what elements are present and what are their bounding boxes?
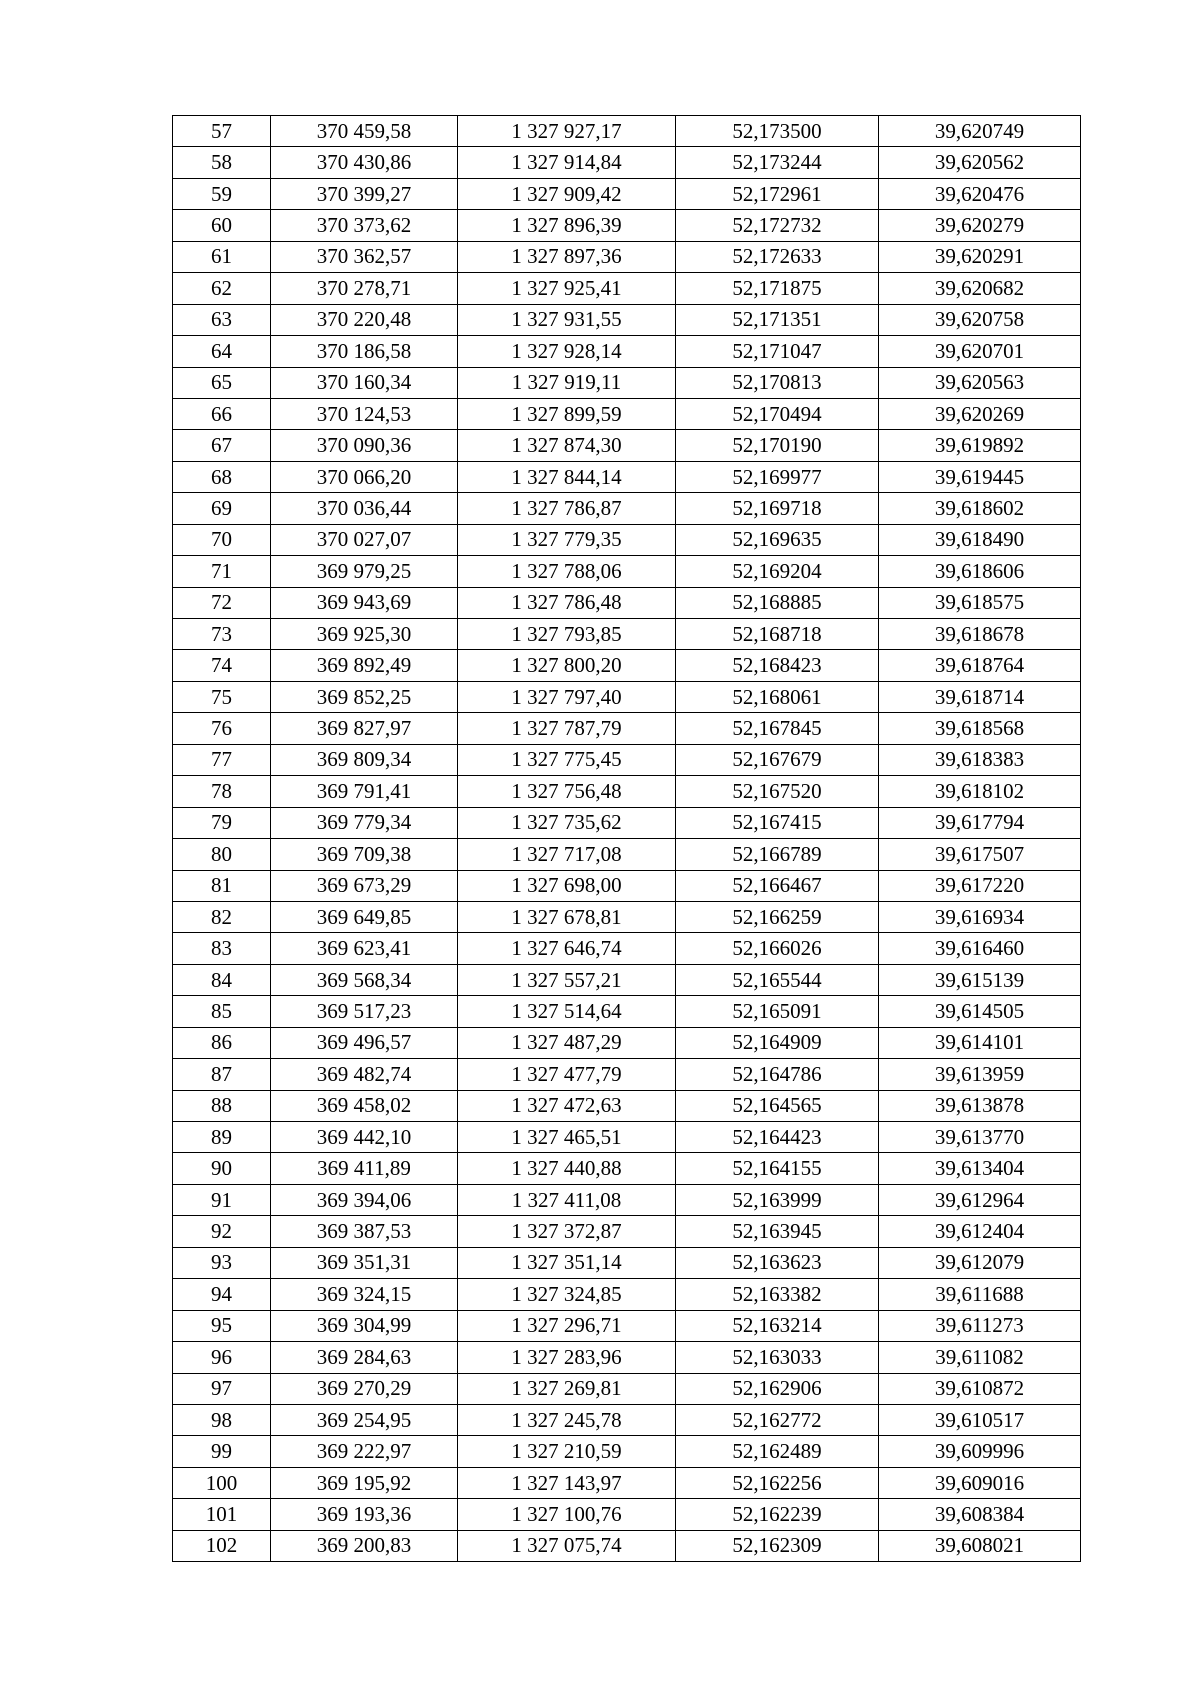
longitude-cell: 39,618575 [879, 587, 1081, 618]
x-coordinate-cell: 369 925,30 [271, 619, 458, 650]
y-coordinate-cell: 1 327 296,71 [458, 1310, 676, 1341]
y-coordinate-cell: 1 327 245,78 [458, 1404, 676, 1435]
point-number-cell: 62 [173, 273, 271, 304]
y-coordinate-cell: 1 327 928,14 [458, 336, 676, 367]
latitude-cell: 52,167845 [676, 713, 879, 744]
y-coordinate-cell: 1 327 698,00 [458, 870, 676, 901]
x-coordinate-cell: 369 779,34 [271, 807, 458, 838]
latitude-cell: 52,162489 [676, 1436, 879, 1467]
longitude-cell: 39,616460 [879, 933, 1081, 964]
y-coordinate-cell: 1 327 787,79 [458, 713, 676, 744]
latitude-cell: 52,163214 [676, 1310, 879, 1341]
latitude-cell: 52,167415 [676, 807, 879, 838]
table-row [173, 304, 1081, 335]
longitude-cell: 39,609016 [879, 1467, 1081, 1498]
x-coordinate-cell: 369 496,57 [271, 1027, 458, 1058]
point-number-cell: 68 [173, 461, 271, 492]
latitude-cell: 52,168718 [676, 619, 879, 650]
y-coordinate-cell: 1 327 909,42 [458, 178, 676, 209]
point-number-cell: 89 [173, 1122, 271, 1153]
longitude-cell: 39,611082 [879, 1342, 1081, 1373]
point-number-cell: 102 [173, 1530, 271, 1561]
longitude-cell: 39,620701 [879, 336, 1081, 367]
table-row [173, 619, 1081, 650]
point-number-cell: 60 [173, 210, 271, 241]
y-coordinate-cell: 1 327 797,40 [458, 681, 676, 712]
longitude-cell: 39,620269 [879, 398, 1081, 429]
y-coordinate-cell: 1 327 897,36 [458, 241, 676, 272]
longitude-cell: 39,620563 [879, 367, 1081, 398]
y-coordinate-cell: 1 327 465,51 [458, 1122, 676, 1153]
latitude-cell: 52,162256 [676, 1467, 879, 1498]
longitude-cell: 39,613959 [879, 1059, 1081, 1090]
point-number-cell: 100 [173, 1467, 271, 1498]
point-number-cell: 86 [173, 1027, 271, 1058]
coordinates-table [172, 115, 1081, 1562]
table-row [173, 870, 1081, 901]
longitude-cell: 39,617220 [879, 870, 1081, 901]
longitude-cell: 39,610872 [879, 1373, 1081, 1404]
latitude-cell: 52,166789 [676, 839, 879, 870]
longitude-cell: 39,616934 [879, 901, 1081, 932]
longitude-cell: 39,620291 [879, 241, 1081, 272]
latitude-cell: 52,170494 [676, 398, 879, 429]
y-coordinate-cell: 1 327 283,96 [458, 1342, 676, 1373]
point-number-cell: 66 [173, 398, 271, 429]
longitude-cell: 39,618602 [879, 493, 1081, 524]
longitude-cell: 39,615139 [879, 964, 1081, 995]
x-coordinate-cell: 369 195,92 [271, 1467, 458, 1498]
longitude-cell: 39,619445 [879, 461, 1081, 492]
y-coordinate-cell: 1 327 874,30 [458, 430, 676, 461]
y-coordinate-cell: 1 327 786,87 [458, 493, 676, 524]
longitude-cell: 39,620562 [879, 147, 1081, 178]
x-coordinate-cell: 370 066,20 [271, 461, 458, 492]
latitude-cell: 52,163623 [676, 1247, 879, 1278]
point-number-cell: 99 [173, 1436, 271, 1467]
longitude-cell: 39,618102 [879, 776, 1081, 807]
x-coordinate-cell: 369 442,10 [271, 1122, 458, 1153]
x-coordinate-cell: 369 200,83 [271, 1530, 458, 1561]
latitude-cell: 52,166259 [676, 901, 879, 932]
point-number-cell: 98 [173, 1404, 271, 1435]
latitude-cell: 52,167679 [676, 744, 879, 775]
x-coordinate-cell: 370 373,62 [271, 210, 458, 241]
latitude-cell: 52,164565 [676, 1090, 879, 1121]
y-coordinate-cell: 1 327 896,39 [458, 210, 676, 241]
table-row [173, 1342, 1081, 1373]
latitude-cell: 52,173244 [676, 147, 879, 178]
y-coordinate-cell: 1 327 324,85 [458, 1279, 676, 1310]
latitude-cell: 52,173500 [676, 116, 879, 147]
longitude-cell: 39,611688 [879, 1279, 1081, 1310]
point-number-cell: 84 [173, 964, 271, 995]
y-coordinate-cell: 1 327 914,84 [458, 147, 676, 178]
y-coordinate-cell: 1 327 269,81 [458, 1373, 676, 1404]
longitude-cell: 39,612079 [879, 1247, 1081, 1278]
table-row [173, 210, 1081, 241]
table-row [173, 681, 1081, 712]
longitude-cell: 39,618383 [879, 744, 1081, 775]
table-row [173, 996, 1081, 1027]
table-row [173, 964, 1081, 995]
y-coordinate-cell: 1 327 931,55 [458, 304, 676, 335]
longitude-cell: 39,613770 [879, 1122, 1081, 1153]
table-row [173, 1467, 1081, 1498]
x-coordinate-cell: 369 517,23 [271, 996, 458, 1027]
latitude-cell: 52,164786 [676, 1059, 879, 1090]
table-row [173, 713, 1081, 744]
latitude-cell: 52,162906 [676, 1373, 879, 1404]
longitude-cell: 39,617794 [879, 807, 1081, 838]
table-row [173, 1279, 1081, 1310]
latitude-cell: 52,168885 [676, 587, 879, 618]
longitude-cell: 39,608384 [879, 1499, 1081, 1530]
x-coordinate-cell: 369 649,85 [271, 901, 458, 932]
longitude-cell: 39,612964 [879, 1184, 1081, 1215]
x-coordinate-cell: 369 387,53 [271, 1216, 458, 1247]
y-coordinate-cell: 1 327 844,14 [458, 461, 676, 492]
longitude-cell: 39,613404 [879, 1153, 1081, 1184]
table-row [173, 461, 1081, 492]
latitude-cell: 52,172732 [676, 210, 879, 241]
table-row [173, 650, 1081, 681]
x-coordinate-cell: 369 892,49 [271, 650, 458, 681]
table-row [173, 336, 1081, 367]
point-number-cell: 93 [173, 1247, 271, 1278]
y-coordinate-cell: 1 327 557,21 [458, 964, 676, 995]
latitude-cell: 52,171047 [676, 336, 879, 367]
x-coordinate-cell: 369 568,34 [271, 964, 458, 995]
point-number-cell: 65 [173, 367, 271, 398]
y-coordinate-cell: 1 327 919,11 [458, 367, 676, 398]
point-number-cell: 94 [173, 1279, 271, 1310]
point-number-cell: 97 [173, 1373, 271, 1404]
y-coordinate-cell: 1 327 411,08 [458, 1184, 676, 1215]
y-coordinate-cell: 1 327 786,48 [458, 587, 676, 618]
point-number-cell: 67 [173, 430, 271, 461]
x-coordinate-cell: 369 458,02 [271, 1090, 458, 1121]
table-row [173, 241, 1081, 272]
latitude-cell: 52,162239 [676, 1499, 879, 1530]
y-coordinate-cell: 1 327 472,63 [458, 1090, 676, 1121]
latitude-cell: 52,169635 [676, 524, 879, 555]
longitude-cell: 39,619892 [879, 430, 1081, 461]
longitude-cell: 39,620758 [879, 304, 1081, 335]
x-coordinate-cell: 370 090,36 [271, 430, 458, 461]
table-row [173, 116, 1081, 147]
point-number-cell: 92 [173, 1216, 271, 1247]
table-row [173, 1310, 1081, 1341]
point-number-cell: 82 [173, 901, 271, 932]
y-coordinate-cell: 1 327 143,97 [458, 1467, 676, 1498]
latitude-cell: 52,168423 [676, 650, 879, 681]
x-coordinate-cell: 369 304,99 [271, 1310, 458, 1341]
x-coordinate-cell: 369 943,69 [271, 587, 458, 618]
point-number-cell: 80 [173, 839, 271, 870]
y-coordinate-cell: 1 327 756,48 [458, 776, 676, 807]
x-coordinate-cell: 370 362,57 [271, 241, 458, 272]
latitude-cell: 52,163033 [676, 1342, 879, 1373]
table-row [173, 1153, 1081, 1184]
longitude-cell: 39,612404 [879, 1216, 1081, 1247]
y-coordinate-cell: 1 327 372,87 [458, 1216, 676, 1247]
y-coordinate-cell: 1 327 487,29 [458, 1027, 676, 1058]
latitude-cell: 52,170190 [676, 430, 879, 461]
x-coordinate-cell: 369 791,41 [271, 776, 458, 807]
x-coordinate-cell: 370 027,07 [271, 524, 458, 555]
y-coordinate-cell: 1 327 351,14 [458, 1247, 676, 1278]
latitude-cell: 52,163382 [676, 1279, 879, 1310]
point-number-cell: 79 [173, 807, 271, 838]
point-number-cell: 77 [173, 744, 271, 775]
longitude-cell: 39,618606 [879, 556, 1081, 587]
latitude-cell: 52,162309 [676, 1530, 879, 1561]
latitude-cell: 52,166467 [676, 870, 879, 901]
table-row [173, 1530, 1081, 1561]
latitude-cell: 52,164155 [676, 1153, 879, 1184]
latitude-cell: 52,164423 [676, 1122, 879, 1153]
y-coordinate-cell: 1 327 440,88 [458, 1153, 676, 1184]
x-coordinate-cell: 369 809,34 [271, 744, 458, 775]
longitude-cell: 39,620279 [879, 210, 1081, 241]
table-row [173, 587, 1081, 618]
latitude-cell: 52,169718 [676, 493, 879, 524]
point-number-cell: 64 [173, 336, 271, 367]
longitude-cell: 39,620749 [879, 116, 1081, 147]
longitude-cell: 39,610517 [879, 1404, 1081, 1435]
point-number-cell: 63 [173, 304, 271, 335]
point-number-cell: 91 [173, 1184, 271, 1215]
x-coordinate-cell: 369 482,74 [271, 1059, 458, 1090]
point-number-cell: 90 [173, 1153, 271, 1184]
x-coordinate-cell: 369 193,36 [271, 1499, 458, 1530]
point-number-cell: 85 [173, 996, 271, 1027]
point-number-cell: 101 [173, 1499, 271, 1530]
x-coordinate-cell: 370 459,58 [271, 116, 458, 147]
point-number-cell: 83 [173, 933, 271, 964]
latitude-cell: 52,170813 [676, 367, 879, 398]
y-coordinate-cell: 1 327 100,76 [458, 1499, 676, 1530]
latitude-cell: 52,172961 [676, 178, 879, 209]
x-coordinate-cell: 370 160,34 [271, 367, 458, 398]
x-coordinate-cell: 369 284,63 [271, 1342, 458, 1373]
longitude-cell: 39,618764 [879, 650, 1081, 681]
longitude-cell: 39,617507 [879, 839, 1081, 870]
x-coordinate-cell: 369 324,15 [271, 1279, 458, 1310]
y-coordinate-cell: 1 327 793,85 [458, 619, 676, 650]
x-coordinate-cell: 369 979,25 [271, 556, 458, 587]
point-number-cell: 96 [173, 1342, 271, 1373]
longitude-cell: 39,608021 [879, 1530, 1081, 1561]
table-row [173, 1499, 1081, 1530]
point-number-cell: 76 [173, 713, 271, 744]
x-coordinate-cell: 369 351,31 [271, 1247, 458, 1278]
point-number-cell: 95 [173, 1310, 271, 1341]
coordinates-table-body [173, 116, 1081, 1562]
table-row [173, 1404, 1081, 1435]
longitude-cell: 39,614101 [879, 1027, 1081, 1058]
table-row [173, 1090, 1081, 1121]
point-number-cell: 58 [173, 147, 271, 178]
latitude-cell: 52,167520 [676, 776, 879, 807]
x-coordinate-cell: 370 036,44 [271, 493, 458, 524]
longitude-cell: 39,618714 [879, 681, 1081, 712]
table-row [173, 901, 1081, 932]
x-coordinate-cell: 369 394,06 [271, 1184, 458, 1215]
table-row [173, 1373, 1081, 1404]
point-number-cell: 73 [173, 619, 271, 650]
longitude-cell: 39,613878 [879, 1090, 1081, 1121]
x-coordinate-cell: 369 254,95 [271, 1404, 458, 1435]
y-coordinate-cell: 1 327 899,59 [458, 398, 676, 429]
x-coordinate-cell: 370 399,27 [271, 178, 458, 209]
x-coordinate-cell: 370 278,71 [271, 273, 458, 304]
y-coordinate-cell: 1 327 788,06 [458, 556, 676, 587]
x-coordinate-cell: 369 827,97 [271, 713, 458, 744]
point-number-cell: 57 [173, 116, 271, 147]
latitude-cell: 52,172633 [676, 241, 879, 272]
y-coordinate-cell: 1 327 678,81 [458, 901, 676, 932]
table-row [173, 367, 1081, 398]
table-row [173, 1184, 1081, 1215]
table-row [173, 807, 1081, 838]
table-row [173, 1247, 1081, 1278]
latitude-cell: 52,163999 [676, 1184, 879, 1215]
longitude-cell: 39,618678 [879, 619, 1081, 650]
x-coordinate-cell: 369 270,29 [271, 1373, 458, 1404]
table-row [173, 933, 1081, 964]
point-number-cell: 75 [173, 681, 271, 712]
point-number-cell: 61 [173, 241, 271, 272]
latitude-cell: 52,171351 [676, 304, 879, 335]
point-number-cell: 78 [173, 776, 271, 807]
table-row [173, 744, 1081, 775]
longitude-cell: 39,609996 [879, 1436, 1081, 1467]
x-coordinate-cell: 370 220,48 [271, 304, 458, 335]
point-number-cell: 88 [173, 1090, 271, 1121]
table-row [173, 1027, 1081, 1058]
table-row [173, 398, 1081, 429]
latitude-cell: 52,165091 [676, 996, 879, 1027]
table-row [173, 1436, 1081, 1467]
latitude-cell: 52,168061 [676, 681, 879, 712]
y-coordinate-cell: 1 327 800,20 [458, 650, 676, 681]
table-row [173, 776, 1081, 807]
y-coordinate-cell: 1 327 735,62 [458, 807, 676, 838]
latitude-cell: 52,162772 [676, 1404, 879, 1435]
latitude-cell: 52,169977 [676, 461, 879, 492]
x-coordinate-cell: 369 411,89 [271, 1153, 458, 1184]
y-coordinate-cell: 1 327 514,64 [458, 996, 676, 1027]
table-row [173, 273, 1081, 304]
longitude-cell: 39,620682 [879, 273, 1081, 304]
table-row [173, 493, 1081, 524]
y-coordinate-cell: 1 327 779,35 [458, 524, 676, 555]
y-coordinate-cell: 1 327 075,74 [458, 1530, 676, 1561]
latitude-cell: 52,169204 [676, 556, 879, 587]
longitude-cell: 39,620476 [879, 178, 1081, 209]
y-coordinate-cell: 1 327 210,59 [458, 1436, 676, 1467]
point-number-cell: 69 [173, 493, 271, 524]
point-number-cell: 74 [173, 650, 271, 681]
longitude-cell: 39,618568 [879, 713, 1081, 744]
table-row [173, 1059, 1081, 1090]
table-row [173, 178, 1081, 209]
point-number-cell: 87 [173, 1059, 271, 1090]
x-coordinate-cell: 369 222,97 [271, 1436, 458, 1467]
y-coordinate-cell: 1 327 646,74 [458, 933, 676, 964]
latitude-cell: 52,171875 [676, 273, 879, 304]
y-coordinate-cell: 1 327 477,79 [458, 1059, 676, 1090]
point-number-cell: 59 [173, 178, 271, 209]
table-row [173, 430, 1081, 461]
latitude-cell: 52,164909 [676, 1027, 879, 1058]
latitude-cell: 52,166026 [676, 933, 879, 964]
latitude-cell: 52,165544 [676, 964, 879, 995]
x-coordinate-cell: 370 124,53 [271, 398, 458, 429]
table-row [173, 1122, 1081, 1153]
x-coordinate-cell: 370 186,58 [271, 336, 458, 367]
x-coordinate-cell: 369 673,29 [271, 870, 458, 901]
longitude-cell: 39,614505 [879, 996, 1081, 1027]
table-row [173, 147, 1081, 178]
x-coordinate-cell: 370 430,86 [271, 147, 458, 178]
longitude-cell: 39,611273 [879, 1310, 1081, 1341]
table-row [173, 839, 1081, 870]
point-number-cell: 71 [173, 556, 271, 587]
point-number-cell: 81 [173, 870, 271, 901]
table-row [173, 1216, 1081, 1247]
longitude-cell: 39,618490 [879, 524, 1081, 555]
y-coordinate-cell: 1 327 775,45 [458, 744, 676, 775]
y-coordinate-cell: 1 327 717,08 [458, 839, 676, 870]
x-coordinate-cell: 369 623,41 [271, 933, 458, 964]
x-coordinate-cell: 369 709,38 [271, 839, 458, 870]
table-row [173, 524, 1081, 555]
latitude-cell: 52,163945 [676, 1216, 879, 1247]
table-row [173, 556, 1081, 587]
point-number-cell: 70 [173, 524, 271, 555]
point-number-cell: 72 [173, 587, 271, 618]
x-coordinate-cell: 369 852,25 [271, 681, 458, 712]
y-coordinate-cell: 1 327 925,41 [458, 273, 676, 304]
y-coordinate-cell: 1 327 927,17 [458, 116, 676, 147]
